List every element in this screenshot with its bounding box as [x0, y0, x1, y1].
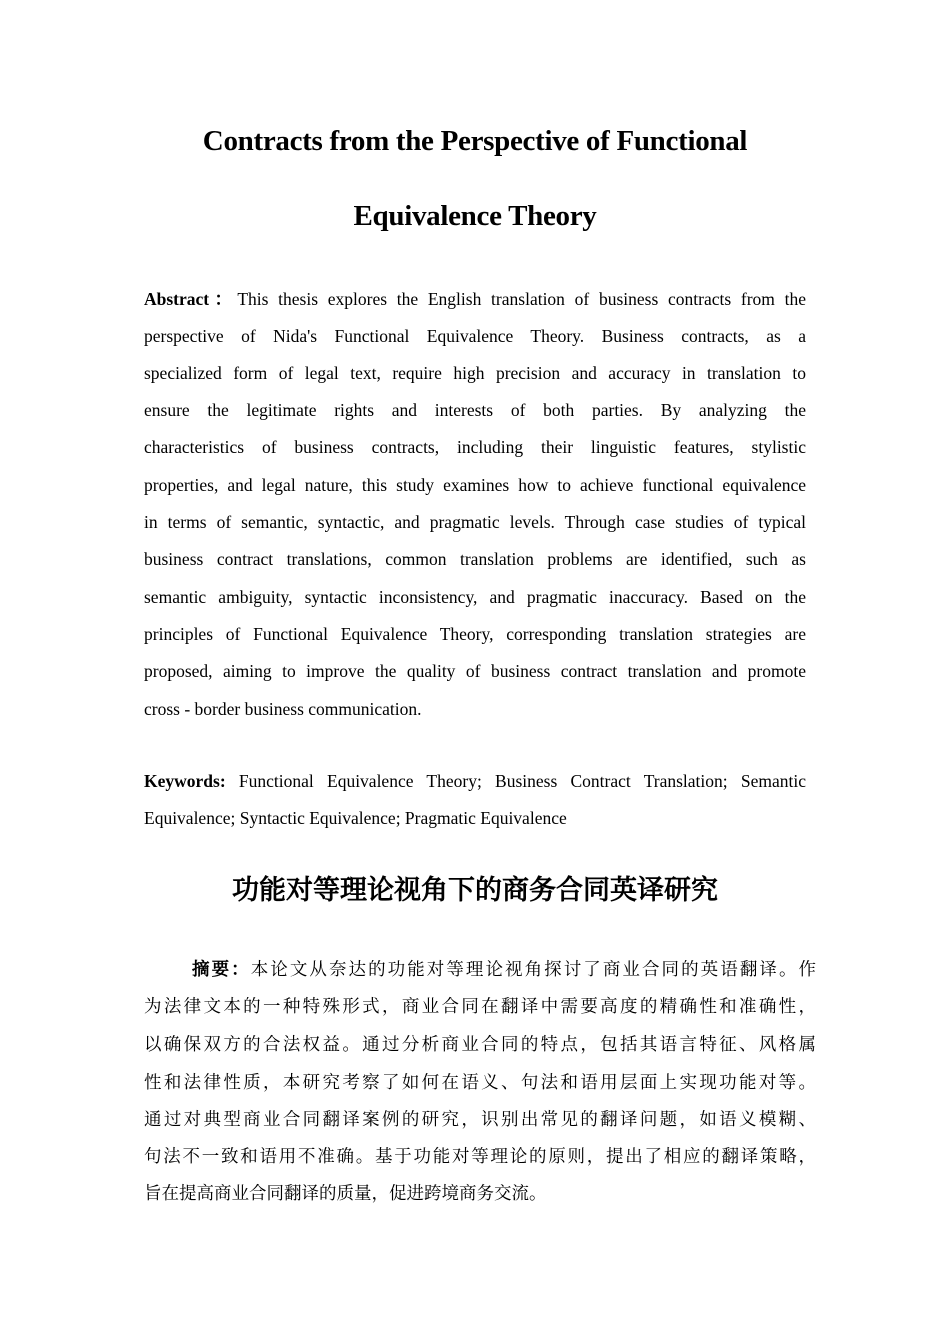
chinese-abstract-label: 摘要：	[192, 960, 251, 980]
chinese-title: 功能对等理论视角下的商务合同英译研究	[232, 875, 718, 906]
abstract-line: proposed, aiming to improve the quality of business contract translation and promote	[144, 661, 806, 681]
chinese-abstract-line: 旨在提高商业合同翻译的质量，促进跨境商务交流。	[144, 1184, 547, 1204]
abstract-line: principles of Functional Equivalence Theory, corresponding translation strategies are	[144, 624, 806, 644]
abstract-line: specialized form of legal text, require high precision and accuracy in translation to	[144, 363, 806, 383]
abstract-label: Abstract：	[144, 289, 238, 309]
chinese-abstract-line: 性和法律性质，本研究考察了如何在语义、句法和语用层面上实现功能对等。	[144, 1073, 816, 1093]
abstract-line: properties, and legal nature, this study examines how to achieve functional equivalence	[144, 475, 806, 495]
chinese-abstract-line: 以确保双方的合法权益。通过分析商业合同的特点，包括其语言特征、风格属	[144, 1035, 816, 1055]
abstract-line: Abstract：This thesis explores the English translation of business contracts from the	[144, 289, 806, 309]
abstract-line: semantic ambiguity, syntactic inconsistency, and pragmatic inaccuracy. Based on the	[144, 587, 806, 607]
abstract-line: in terms of semantic, syntactic, and pragmatic levels. Through case studies of typical	[144, 512, 806, 532]
abstract-line: cross - border business communication.	[144, 699, 422, 719]
abstract-line: characteristics of business contracts, including their linguistic features, stylistic	[144, 437, 806, 457]
abstract-line: business contract translations, common translation problems are identified, such as	[144, 549, 806, 569]
keywords-line: Equivalence; Syntactic Equivalence; Pragmatic Equivalence	[144, 808, 567, 828]
abstract-line: perspective of Nida's Functional Equivalence Theory. Business contracts, as a	[144, 326, 806, 346]
keywords-label: Keywords:	[144, 771, 226, 791]
abstract-line: ensure the legitimate rights and interests of both parties. By analyzing the	[144, 400, 806, 420]
chinese-abstract-line: 通过对典型商业合同翻译案例的研究，识别出常见的翻译问题，如语义模糊、	[144, 1110, 816, 1130]
chinese-abstract-line: 为法律文本的一种特殊形式，商业合同在翻译中需要高度的精确性和准确性，	[144, 997, 816, 1017]
document-title-line-2: Equivalence Theory	[353, 200, 597, 232]
chinese-abstract-line: 摘要：本论文从奈达的功能对等理论视角探讨了商业合同的英语翻译。作	[192, 960, 817, 980]
keywords-line: Keywords: Functional Equivalence Theory; Business Contract Translation; Semantic	[144, 771, 806, 791]
document-title-line-1: Contracts from the Perspective of Functional	[202, 125, 748, 157]
chinese-abstract-line: 句法不一致和语用不准确。基于功能对等理论的原则，提出了相应的翻译策略，	[144, 1147, 816, 1167]
